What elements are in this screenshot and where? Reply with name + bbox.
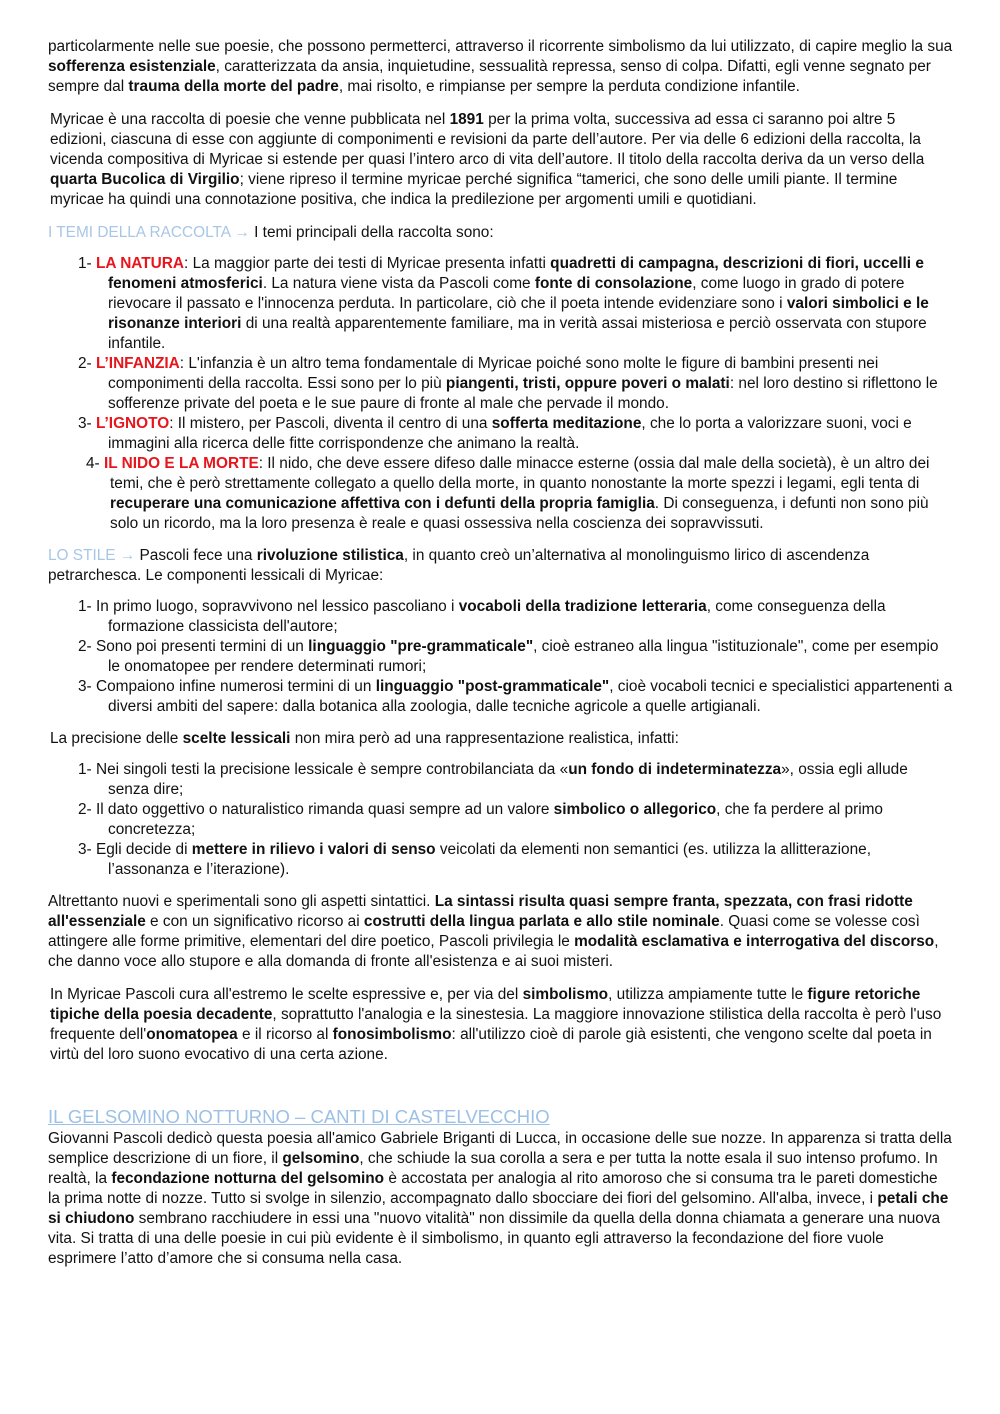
paragraph-temi-intro	[48, 223, 953, 243]
text: : Il mistero, per Pascoli, diventa il centro di una	[169, 415, 492, 432]
bold-text: La sintassi risulta quasi sempre franta, spezzata, con frasi ridotte all'essenziale	[48, 893, 913, 930]
bold-text: simbolismo	[522, 986, 609, 1003]
text: Il dato oggettivo o naturalistico rimanda quasi sempre ad un valore	[91, 801, 554, 818]
list-number: 1-	[78, 598, 92, 615]
bold-text: petali che si chiudono	[48, 1190, 949, 1227]
list-number: 2-	[78, 638, 92, 655]
text: . Di conseguenza, i defunti non sono più solo un ricordo, ma la loro presenza è reale e quasi ossessiva nella coscienza dei sopravvissuti.	[110, 495, 929, 532]
bold-text: mettere in rilievo i valori di senso	[191, 841, 436, 858]
text: non mira però ad una rappresentazione realistica, infatti:	[290, 730, 679, 747]
bold-text: un fondo di indeterminatezza	[568, 761, 782, 778]
text: , in quanto creò un’alternativa al monolinguismo lirico di ascendenza petrarchesca. Le componenti lessicali di Myricae:	[48, 547, 870, 584]
bold-text: scelte lessicali	[182, 730, 291, 747]
text: , come luogo in grado di potere rievocare il passato e l'innocenza perduta. In particolare, ciò che il poeta intende evidenziare sono i	[108, 275, 905, 312]
bold-text: onomatopea	[146, 1026, 238, 1043]
text: , che lo porta a valorizzare suoni, voci e immagini alla ricerca delle fitte corrispondenze che animano la realtà.	[108, 415, 912, 452]
list-item	[48, 637, 953, 677]
text: . Quasi come se volesse così attingere alle forme primitive, elementari del dire poetico, Pascoli privilegia le	[48, 913, 920, 950]
text: , che fa perdere al primo concretezza;	[108, 801, 883, 838]
text: sembrano racchiudere in essi una "nuovo vitalità" non dissimile da quella della donna chiamata a generare una nuova vita. Si tratta di una delle poesie in cui più evidente è il simbolismo, in quanto egli attraverso la fecondazione del fiore vuole esprimere l’atto d’amore che si consuma nella casa.	[48, 1210, 941, 1267]
text: è accostata per analogia al rito amoroso che si consuma tra le pareti domestiche la prima notte di nozze. Tutto si svolge in silenzio, accompagnato dallo sbocciare dei fiori del gelsomino. All'alba, invece, i	[48, 1170, 938, 1207]
text: Pascoli fece una	[135, 547, 257, 564]
keyword: L’INFANZIA	[95, 355, 180, 372]
section-heading-temi: I TEMI DELLA RACCOLTA →	[48, 224, 250, 241]
bold-text: gelsomino	[282, 1150, 360, 1167]
bold-text: quarta Bucolica di Virgilio	[50, 171, 240, 188]
bold-text: 1891	[449, 111, 484, 128]
text: : Il nido, che deve essere difeso dalle minacce esterne (ossia dal male della società), è un altro dei temi, che è però strettamente collegato a quello della morte, in quanto nonostante la morte spezzi i legami, egli tenta di	[110, 455, 930, 492]
bold-text: modalità esclamativa e interrogativa del discorso	[574, 933, 935, 950]
list-item	[48, 414, 953, 454]
text: Compaiono infine numerosi termini di un	[91, 678, 376, 695]
text: : nel loro destino si riflettono le sofferenze private del poeta e le sue paure di fronte al male che pervade il mondo.	[108, 375, 938, 412]
list-item	[48, 354, 953, 414]
bold-text: sofferta meditazione	[491, 415, 642, 432]
bold-text: recuperare una comunicazione affettiva con i defunti della propria famiglia	[110, 495, 655, 512]
text: particolarmente nelle sue poesie, che possono permetterci, attraverso il ricorrente simbolismo da lui utilizzato, di capire meglio la sua	[48, 38, 953, 55]
bold-text: fonte di consolazione	[534, 275, 693, 292]
text: : all'utilizzo cioè di parole già esistenti, che vengono scelte dal poeta in virtù del loro suono evocativo di una certa azione.	[50, 1026, 932, 1063]
paragraph-sofferenza	[48, 37, 953, 97]
text: , cioè estraneo alla lingua "istituzionale", come per esempio le onomatopee per rendere determinati rumori;	[108, 638, 939, 675]
text: I temi principali della raccolta sono:	[249, 224, 494, 241]
text: , soprattutto l'analogia e la sinestesia. La maggiore innovazione stilistica della raccolta è però l'uso frequente dell'	[50, 1006, 942, 1043]
paragraph-sintassi	[48, 892, 953, 972]
section-heading-stile: LO STILE →	[48, 547, 136, 564]
section-heading-gelsomino: IL GELSOMINO NOTTURNO – CANTI DI CASTELVECCHIO	[48, 1106, 550, 1127]
text: In Myricae Pascoli cura all'estremo le scelte espressive e, per via del	[50, 986, 523, 1003]
text: Egli decide di	[91, 841, 192, 858]
text: Sono poi presenti termini di un	[91, 638, 309, 655]
text: e il ricorso al	[237, 1026, 333, 1043]
keyword: IL NIDO E LA MORTE	[103, 455, 259, 472]
paragraph-simbolismo	[48, 985, 953, 1065]
stile-list	[48, 597, 953, 717]
temi-list	[48, 254, 953, 534]
paragraph-gelsomino	[48, 1129, 953, 1269]
bold-text: valori simbolici e le risonanze interiori	[108, 295, 929, 332]
paragraph-stile	[48, 546, 953, 586]
text: In primo luogo, sopravvivono nel lessico pascoliano i	[91, 598, 459, 615]
text: , che danno voce allo stupore e alla domanda di fronte all'esistenza e ai suoi misteri.	[48, 933, 939, 970]
bold-text: fonosimbolismo	[332, 1026, 452, 1043]
precisione-list	[48, 760, 953, 880]
text: , che schiude la sua corolla a sera e per tutta la notte esala il suo intenso profumo. In realtà, la	[48, 1150, 938, 1187]
bold-text: vocaboli della tradizione letteraria	[458, 598, 707, 615]
text: : L'infanzia è un altro tema fondamentale di Myricae poiché sono molte le figure di bambini presenti nei componimenti della raccolta. Essi sono per lo più	[108, 355, 879, 392]
document-page	[48, 37, 953, 1269]
bold-text: fecondazione notturna del gelsomino	[111, 1170, 385, 1187]
bold-text: linguaggio "pre-grammaticale"	[308, 638, 534, 655]
keyword: LA NATURA	[95, 255, 185, 272]
bold-text: simbolico o allegorico	[553, 801, 717, 818]
text: Myricae è una raccolta di poesie che venne pubblicata nel	[50, 111, 450, 128]
text: , caratterizzata da ansia, inquietudine, sessualità repressa, senso di colpa. Difatti, egli venne segnato per sempre dal	[48, 58, 931, 95]
keyword: L’IGNOTO	[95, 415, 170, 432]
text: . La natura viene vista da Pascoli come	[262, 275, 535, 292]
list-number: 4-	[86, 455, 100, 472]
text: di una realtà apparentemente familiare, ma in verità assai misteriosa e perciò osservata con stupore infantile.	[108, 315, 927, 352]
list-number: 3-	[78, 678, 92, 695]
text: ; viene ripreso il termine myricae perché significa “tamerici, che sono delle umili piante. Il termine myricae ha quindi una connotazione positiva, che indica la predilezione per argomenti umili e quotidiani.	[50, 171, 898, 208]
text: La precisione delle	[50, 730, 183, 747]
list-number: 3-	[78, 841, 92, 858]
paragraph-myricae	[48, 110, 953, 210]
text: Nei singoli testi la precisione lessicale è sempre controbilanciata da «	[91, 761, 569, 778]
text: e con un significativo ricorso ai	[145, 913, 364, 930]
list-number: 2-	[78, 355, 92, 372]
list-item	[48, 454, 953, 534]
text: veicolati da elementi non semantici (es. utilizza la allitterazione, l’assonanza e l’iterazione).	[108, 841, 872, 878]
list-number: 1-	[78, 255, 92, 272]
text: Giovanni Pascoli dedicò questa poesia all'amico Gabriele Briganti di Lucca, in occasione delle sue nozze. In apparenza si tratta della semplice descrizione di un fiore, il	[48, 1130, 952, 1167]
text: , cioè vocaboli tecnici e specialistici appartenenti a diversi ambiti del sapere: dalla botanica alla zoologia, dalle tecniche agricole a quelle artigianali.	[108, 678, 953, 715]
text: , come conseguenza della formazione classicista dell'autore;	[108, 598, 886, 635]
text: Altrettanto nuovi e sperimentali sono gli aspetti sintattici.	[48, 893, 435, 910]
list-number: 2-	[78, 801, 92, 818]
bold-text: quadretti di campagna, descrizioni di fiori, uccelli e fenomeni atmosferici	[108, 255, 924, 292]
text: », ossia egli allude senza dire;	[108, 761, 908, 798]
list-item	[48, 800, 953, 840]
list-item	[48, 677, 953, 717]
bold-text: linguaggio "post-grammaticale"	[375, 678, 610, 695]
list-number: 1-	[78, 761, 92, 778]
text: : La maggior parte dei testi di Myricae presenta infatti	[184, 255, 551, 272]
bold-text: costrutti della lingua parlata e allo stile nominale	[363, 913, 720, 930]
list-item	[48, 760, 953, 800]
bold-text: figure retoriche tipiche della poesia decadente	[50, 986, 921, 1023]
text: , mai risolto, e rimpianse per sempre la perduta condizione infantile.	[338, 78, 800, 95]
bold-text: trauma della morte del padre	[128, 78, 339, 95]
text: , utilizza ampiamente tutte le	[608, 986, 808, 1003]
bold-text: sofferenza esistenziale	[48, 58, 216, 75]
bold-text: rivoluzione stilistica	[256, 547, 404, 564]
list-item	[48, 254, 953, 354]
list-item	[48, 840, 953, 880]
list-number: 3-	[78, 415, 92, 432]
paragraph-precisione	[48, 729, 953, 749]
list-item	[48, 597, 953, 637]
text: per la prima volta, successiva ad essa ci saranno poi altre 5 edizioni, ciascuna di esse con aggiunte di componimenti e revisioni da parte dell’autore. Per via delle 6 edizioni della raccolta, la vicenda compositiva di Myricae si estende per quasi l’intero arco di vita dell’autore. Il titolo della raccolta deriva da un verso della	[50, 111, 925, 168]
bold-text: piangenti, tristi, oppure poveri o malati	[445, 375, 730, 392]
